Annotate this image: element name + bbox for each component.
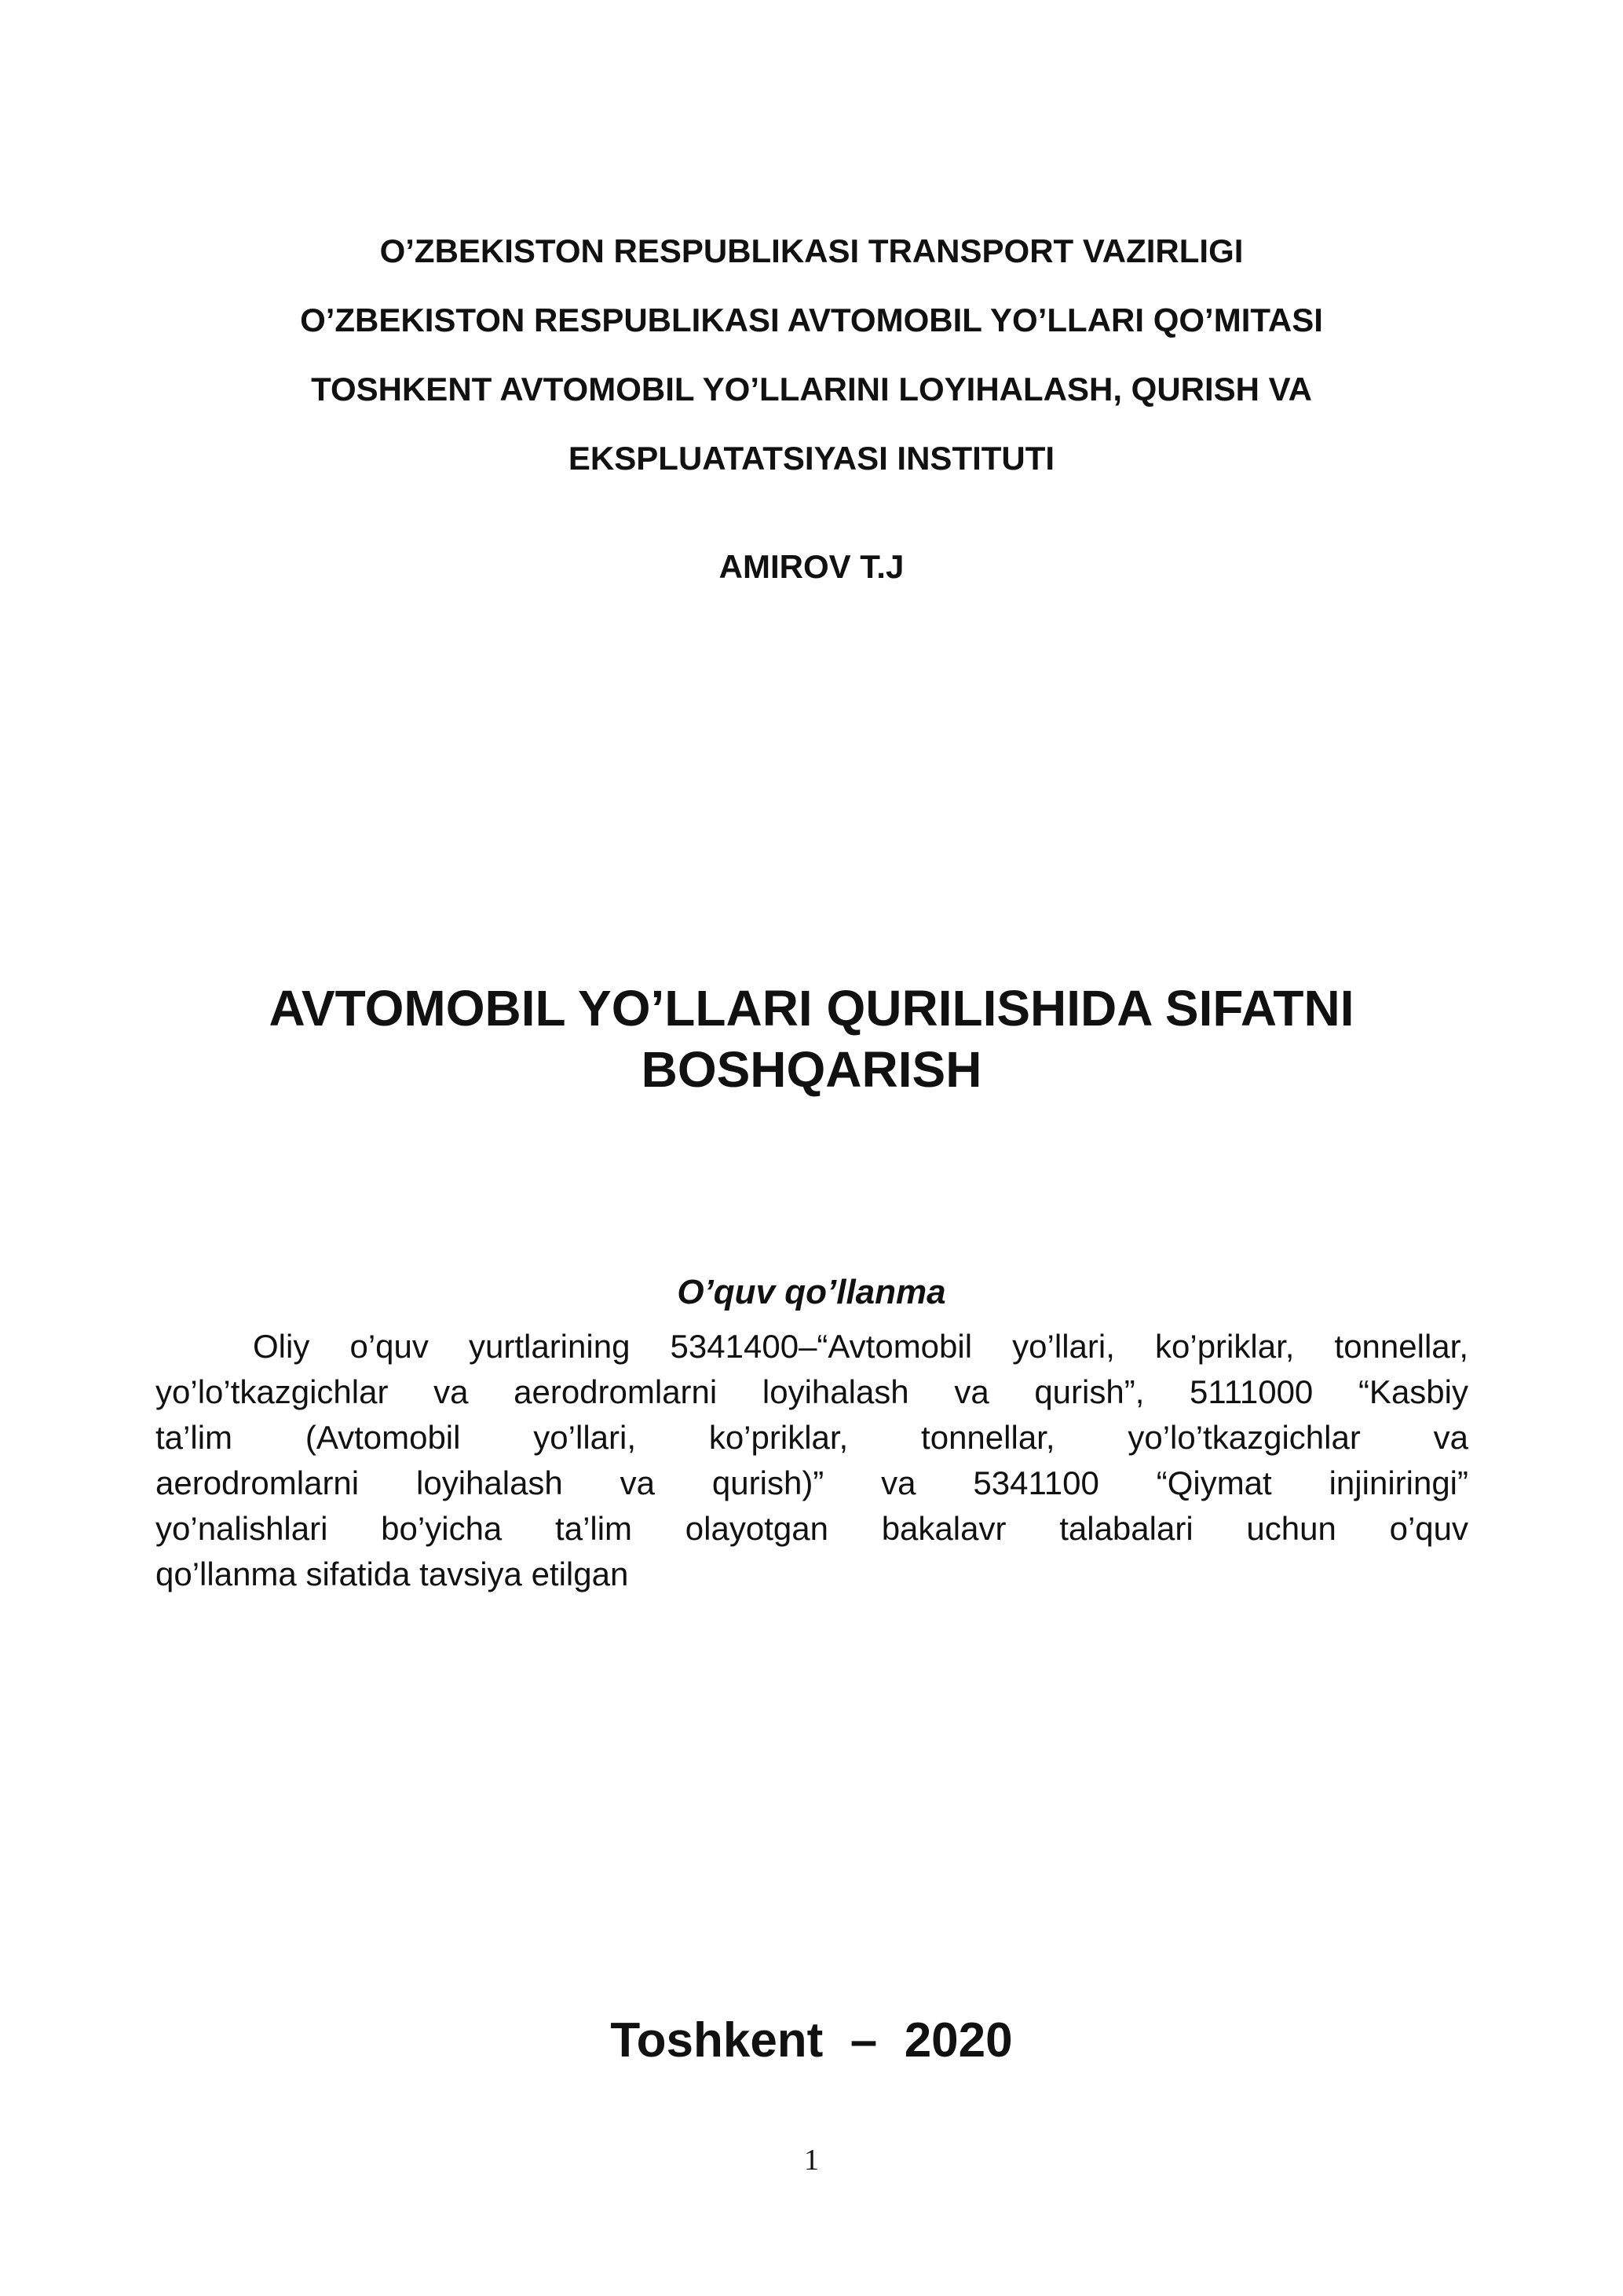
description-line-6: qo’llanma sifatida tavsiya etilgan xyxy=(155,1556,629,1592)
header-line-ministry: O’ZBEKISTON RESPUBLIKASI TRANSPORT VAZIRLIGI xyxy=(379,232,1244,269)
author-name: AMIROV T.J xyxy=(718,548,905,585)
ministry-header xyxy=(0,217,1623,493)
description-line-3: ta’lim (Avtomobil yo’llari, ko’priklar, tonnellar, yo’lo’tkazgichlar va xyxy=(155,1419,1468,1456)
description-line-4: aerodromlarni loyihalash va qurish)” va 5341100 “Qiymat injiniringi” xyxy=(155,1464,1468,1501)
description-paragraph xyxy=(155,1324,1468,1597)
header-line-institute-1: TOSHKENT AVTOMOBIL YO’LLARINI LOYIHALASH, QURISH VA xyxy=(311,371,1312,408)
page-number: 1 xyxy=(804,2144,819,2177)
description-line-2: yo’lo’tkazgichlar va aerodromlarni loyihalash va qurish”, 5111000 “Kasbiy xyxy=(155,1373,1468,1410)
place-and-year: Toshkent – 2020 xyxy=(610,2013,1013,2067)
description-line-1: Oliy o’quv yurtlarining 5341400–“Avtomobil yo’llari, ko’priklar, tonnellar, xyxy=(253,1328,1468,1365)
document-type: O’quv qo’llanma xyxy=(677,1273,946,1311)
header-line-institute-2: EKSPLUATATSIYASI INSTITUTI xyxy=(568,440,1055,477)
title-line-1: AVTOMOBIL YO’LLARI QURILISHIDA SIFATNI xyxy=(269,980,1354,1036)
document-title xyxy=(0,978,1623,1100)
description-line-5: yo’nalishlari bo’yicha ta’lim olayotgan bakalavr talabalari uchun o’quv xyxy=(155,1510,1468,1547)
title-line-2: BOSHQARISH xyxy=(641,1041,982,1098)
header-line-committee: O’ZBEKISTON RESPUBLIKASI AVTOMOBIL YO’LLARI QO’MITASI xyxy=(300,302,1323,338)
